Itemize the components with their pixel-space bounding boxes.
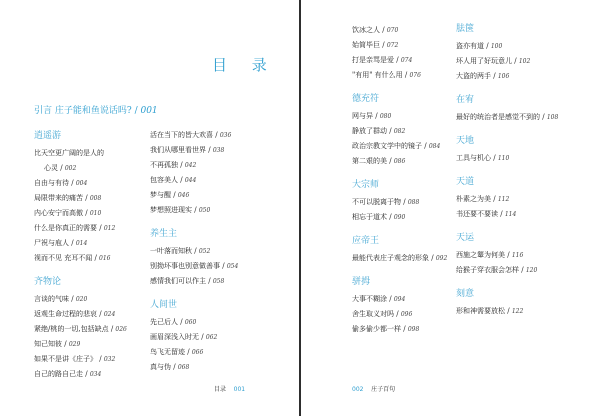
toc-separator: / xyxy=(69,295,76,303)
toc-entry-page: 044 xyxy=(184,177,197,184)
toc-separator: / xyxy=(206,277,213,285)
toc-entry[interactable] xyxy=(456,39,594,54)
section-gap xyxy=(352,169,452,179)
toc-entry[interactable] xyxy=(352,139,452,154)
toc-entry[interactable] xyxy=(456,207,594,222)
toc-entry[interactable] xyxy=(352,292,452,307)
toc-entry[interactable] xyxy=(352,210,452,225)
toc-entry[interactable] xyxy=(34,191,144,206)
toc-separator: / xyxy=(505,251,512,259)
toc-separator: / xyxy=(401,325,408,333)
toc-column-left-1 xyxy=(34,130,144,382)
toc-entry-title: 尸祝与庖人 xyxy=(34,239,69,247)
toc-separator: / xyxy=(178,176,185,184)
toc-entry-title: 比天空更广阔的是人的 xyxy=(34,149,104,157)
section-gap xyxy=(150,218,290,228)
toc-separator: / xyxy=(387,157,394,165)
toc-entry-page: 072 xyxy=(386,42,399,49)
toc-entry[interactable] xyxy=(456,192,594,207)
toc-entry-page: 052 xyxy=(198,248,211,255)
toc-entry[interactable] xyxy=(352,38,452,53)
toc-separator: / xyxy=(484,42,491,50)
toc-entry-page: 088 xyxy=(407,199,420,206)
toc-separator: / xyxy=(83,370,90,378)
toc-entry[interactable] xyxy=(352,53,452,68)
toc-separator: / xyxy=(97,310,104,318)
toc-entry[interactable] xyxy=(34,206,144,221)
toc-separator: / xyxy=(491,154,498,162)
left-footer-page: 001 xyxy=(233,386,246,393)
toc-separator: / xyxy=(429,254,436,262)
toc-entry[interactable] xyxy=(352,109,452,124)
toc-entry-page: 058 xyxy=(212,278,225,285)
toc-separator: / xyxy=(178,161,185,169)
toc-entry-title: 偷多偷少都一样 xyxy=(352,325,401,333)
toc-entry-title: 始简毕巨 xyxy=(352,41,380,49)
right-footer-page: 002 xyxy=(352,386,364,393)
chapter-heading[interactable]: 德充符 xyxy=(352,94,380,104)
toc-entry-title: 知己知彼 xyxy=(34,340,62,348)
toc-entry-page: 042 xyxy=(184,162,197,169)
intro-label: 引言 庄子能和鱼说话吗? xyxy=(34,106,132,116)
toc-separator: / xyxy=(387,295,394,303)
toc-entry-page: 108 xyxy=(546,114,559,121)
toc-entry-page: 036 xyxy=(219,132,232,139)
section-gap xyxy=(150,289,290,299)
toc-entry-page: 054 xyxy=(226,263,239,270)
toc-entry-title: 包容美人 xyxy=(150,176,178,184)
toc-entry-title: 最能代表庄子观念的形象 xyxy=(352,254,429,262)
toc-entry[interactable] xyxy=(150,143,290,158)
toc-entry[interactable] xyxy=(150,315,290,330)
toc-entry-title: 我们从哪里看世界 xyxy=(150,146,206,154)
section-gap xyxy=(352,266,452,276)
toc-entry-title: "有用" 有什么用 xyxy=(352,71,403,79)
toc-entry-page: 024 xyxy=(103,311,116,318)
toc-separator: / xyxy=(213,131,220,139)
toc-entry[interactable] xyxy=(150,158,290,173)
section-gap xyxy=(456,166,594,176)
toc-entry[interactable] xyxy=(34,221,144,236)
toc-entry-page: 082 xyxy=(393,128,406,135)
section-gap xyxy=(352,83,452,93)
toc-separator: / xyxy=(206,146,213,154)
toc-entry[interactable] xyxy=(456,248,594,263)
chapter-heading[interactable]: 胠箧 xyxy=(456,24,475,34)
toc-entry-title: 紧绝/桃的一切,包括缺点 xyxy=(34,325,109,333)
toc-entry-title: 给猴子穿衣服会怎样 xyxy=(456,266,519,274)
toc-entry[interactable] xyxy=(456,151,594,166)
toc-separator: / xyxy=(92,254,100,262)
toc-entry-page: 114 xyxy=(504,211,517,218)
toc-entry-title: 舍生取义对吗 xyxy=(352,310,394,318)
toc-entry[interactable] xyxy=(352,307,452,322)
left-footer xyxy=(214,384,245,393)
chapter-heading[interactable]: 天运 xyxy=(456,233,475,243)
toc-column-left-2 xyxy=(150,128,290,375)
toc-separator: / xyxy=(380,26,387,34)
toc-entry-title: 内心安宁而高傲 xyxy=(34,209,83,217)
toc-entry-page: 029 xyxy=(68,341,81,348)
toc-column-right-2 xyxy=(456,23,594,319)
toc-entry-page: 102 xyxy=(518,58,531,65)
toc-entry-page: 100 xyxy=(490,43,503,50)
toc-entry-page: 076 xyxy=(409,72,421,79)
toc-entry-page: 014 xyxy=(75,240,88,247)
chapter-heading[interactable]: 天道 xyxy=(456,177,475,187)
book-gutter xyxy=(299,0,301,416)
toc-separator: / xyxy=(519,266,526,274)
toc-entry-page: 094 xyxy=(393,296,406,303)
toc-separator: / xyxy=(83,209,90,217)
toc-entry-page: 034 xyxy=(89,371,102,378)
toc-entry-title: 别拗坏事也别意做善事 xyxy=(150,262,220,270)
toc-entry-page: 112 xyxy=(497,196,510,203)
chapter-heading[interactable]: 应帝王 xyxy=(352,236,380,246)
toc-entry-title: 大盗的两手 xyxy=(456,72,491,80)
toc-separator: / xyxy=(540,113,547,121)
section-gap xyxy=(456,222,594,232)
toc-entry[interactable] xyxy=(34,337,144,352)
toc-entry-title: 第二艰的美 xyxy=(352,157,387,165)
toc-separator: / xyxy=(171,191,178,199)
toc-entry[interactable] xyxy=(352,195,452,210)
toc-entry[interactable] xyxy=(34,176,144,191)
chapter-heading[interactable]: 齐物论 xyxy=(34,277,62,287)
toc-entry[interactable] xyxy=(34,352,144,367)
toc-entry-title: 不再孤独 xyxy=(150,161,178,169)
toc-entry-title: 活在当下的皆大欢喜 xyxy=(150,131,213,139)
toc-separator: / xyxy=(62,340,69,348)
toc-separator: / xyxy=(512,57,519,65)
toc-entry-title: 言谈的气味 xyxy=(34,295,69,303)
toc-separator: / xyxy=(505,307,512,315)
toc-entry[interactable] xyxy=(150,345,290,360)
toc-entry-page: 084 xyxy=(428,143,441,150)
toc-separator: / xyxy=(108,325,116,333)
toc-entry-title: 画眉深浅入时无 xyxy=(150,333,199,341)
toc-separator: / xyxy=(401,198,408,206)
toc-separator: / xyxy=(69,239,76,247)
toc-entry-page: 026 xyxy=(115,326,127,333)
toc-separator: / xyxy=(491,72,498,80)
chapter-heading[interactable]: 骈拇 xyxy=(352,277,371,287)
toc-entry-page: 068 xyxy=(177,364,190,371)
toc-entry-page: 074 xyxy=(400,57,413,64)
toc-entry-page: 012 xyxy=(103,225,116,232)
toc-entry-page: 004 xyxy=(75,180,88,187)
toc-entry[interactable] xyxy=(34,367,144,382)
toc-entry-page: 106 xyxy=(497,73,510,80)
intro-entry[interactable]: 引言 庄子能和鱼说话吗? / 001 xyxy=(34,106,158,116)
toc-separator: / xyxy=(380,41,387,49)
toc-entry[interactable] xyxy=(150,173,290,188)
section-gap xyxy=(456,278,594,288)
toc-entry-page: 046 xyxy=(177,192,190,199)
toc-entry[interactable] xyxy=(150,128,290,143)
toc-entry-page: 080 xyxy=(379,113,392,120)
toc-entry[interactable] xyxy=(352,251,452,266)
toc-entry-title: 相忘于道术 xyxy=(352,213,387,221)
chapter-heading[interactable]: 天地 xyxy=(456,136,475,146)
section-gap xyxy=(456,84,594,94)
toc-entry[interactable] xyxy=(150,274,290,289)
toc-separator: / xyxy=(185,348,192,356)
toc-entry[interactable] xyxy=(34,292,144,307)
toc-entry-page: 092 xyxy=(435,255,448,262)
toc-entry[interactable] xyxy=(150,244,290,259)
toc-entry-page: 120 xyxy=(525,267,538,274)
toc-entry-page: 116 xyxy=(511,252,524,259)
toc-entry-title: 打是亲骂是爱 xyxy=(352,56,394,64)
toc-entry[interactable] xyxy=(456,263,594,278)
toc-entry-page: 002 xyxy=(64,165,77,172)
toc-entry-title: 真与伪 xyxy=(150,363,171,371)
toc-entry-title: 什么是你真正的需要 xyxy=(34,224,97,232)
toc-separator: / xyxy=(171,363,178,371)
toc-entry-page: 020 xyxy=(75,296,88,303)
toc-entry-title: 如果不是讲《庄子》 xyxy=(34,355,97,363)
toc-entry-title: 网与异 xyxy=(352,112,373,120)
toc-entry-title: 盗亦有道 xyxy=(456,42,484,50)
toc-entry[interactable] xyxy=(34,146,144,161)
toc-entry-title: 鸟飞无留迹 xyxy=(150,348,185,356)
toc-entry-title: 政治宗教文学中的镜子 xyxy=(352,142,422,150)
toc-entry-title: 饮冰之人 xyxy=(352,26,380,34)
chapter-heading[interactable]: 人间世 xyxy=(150,300,178,310)
toc-entry[interactable] xyxy=(34,307,144,322)
toc-entry-title: 最好的统治者是感觉不到的 xyxy=(456,113,540,121)
toc-entry[interactable] xyxy=(352,68,452,83)
toc-entry-page: 010 xyxy=(89,210,102,217)
toc-entry-page: 110 xyxy=(497,155,510,162)
toc-separator: / xyxy=(58,164,65,172)
toc-entry[interactable] xyxy=(150,203,290,218)
right-footer xyxy=(352,384,395,393)
toc-entry-page: 050 xyxy=(198,207,211,214)
toc-entry[interactable] xyxy=(456,110,594,125)
toc-separator: / xyxy=(97,355,104,363)
toc-entry-title: 一叶落而知秋 xyxy=(150,247,192,255)
toc-entry-title: 返观生命过程的悲哀 xyxy=(34,310,97,318)
toc-separator: / xyxy=(402,71,410,79)
toc-separator: / xyxy=(491,195,498,203)
page-title: 目 录 xyxy=(212,56,277,74)
toc-entry-title: 工具与机心 xyxy=(456,154,491,162)
toc-separator: / xyxy=(97,224,104,232)
toc-entry[interactable] xyxy=(456,304,594,319)
toc-entry-title: 梦想照进现实 xyxy=(150,206,192,214)
toc-entry[interactable] xyxy=(34,322,144,337)
toc-entry[interactable] xyxy=(456,54,594,69)
toc-entry-title: 先己后人 xyxy=(150,318,178,326)
toc-entry-page: 008 xyxy=(89,195,102,202)
toc-entry-title: 静放了群动 xyxy=(352,127,387,135)
toc-entry-page: 098 xyxy=(407,326,420,333)
toc-separator: / xyxy=(69,179,76,187)
toc-separator: / xyxy=(394,56,401,64)
toc-entry-page: 060 xyxy=(184,319,197,326)
toc-entry[interactable] xyxy=(150,259,290,274)
toc-separator: / xyxy=(178,318,185,326)
toc-entry-title: 视而不见 充耳不闻 xyxy=(34,254,93,262)
toc-entry[interactable] xyxy=(34,251,144,266)
toc-separator: / xyxy=(192,247,199,255)
toc-column-right-1 xyxy=(352,23,452,337)
toc-entry-title: 朴素之为美 xyxy=(456,195,491,203)
toc-entry-title: 局限带来的痛苦 xyxy=(34,194,83,202)
toc-entry-title: 梦与醒 xyxy=(150,191,171,199)
toc-separator: / xyxy=(199,333,206,341)
toc-entry[interactable] xyxy=(352,124,452,139)
toc-separator: / xyxy=(387,213,394,221)
chapter-heading[interactable]: 在宥 xyxy=(456,95,475,105)
chapter-heading[interactable]: 养生主 xyxy=(150,229,178,239)
chapter-heading[interactable]: 大宗师 xyxy=(352,180,380,190)
toc-separator: / xyxy=(373,112,380,120)
toc-entry[interactable] xyxy=(150,360,290,375)
toc-separator: / xyxy=(422,142,429,150)
toc-entry-page: 096 xyxy=(400,311,413,318)
right-footer-label: 庄子百句 xyxy=(371,386,396,393)
toc-entry-page: 122 xyxy=(511,308,524,315)
toc-entry-title: 书还要不要读 xyxy=(456,210,498,218)
toc-entry-page: 016 xyxy=(99,255,111,262)
toc-entry[interactable] xyxy=(352,322,452,337)
toc-entry-page: 066 xyxy=(191,349,204,356)
toc-separator: / xyxy=(394,310,401,318)
toc-entry-title: 坏人用了好玩意儿 xyxy=(456,57,512,65)
toc-entry-page: 062 xyxy=(205,334,218,341)
toc-entry-page: 032 xyxy=(103,356,116,363)
toc-entry[interactable] xyxy=(150,188,290,203)
section-gap xyxy=(352,225,452,235)
toc-entry-title: 自由与有待 xyxy=(34,179,69,187)
toc-entry-page: 070 xyxy=(386,27,399,34)
toc-entry-title: 感情我们可以作主 xyxy=(150,277,206,285)
chapter-heading[interactable]: 刻意 xyxy=(456,289,475,299)
toc-entry[interactable] xyxy=(456,69,594,84)
toc-entry-title: 西施之颦为何美 xyxy=(456,251,505,259)
toc-entry-title: 形和神需要放松 xyxy=(456,307,505,315)
toc-entry[interactable] xyxy=(34,161,144,176)
toc-entry-page: 038 xyxy=(212,147,225,154)
left-footer-label: 目录 xyxy=(214,386,227,393)
toc-separator: / xyxy=(220,262,227,270)
toc-entry-page: 086 xyxy=(393,158,406,165)
intro-page: 001 xyxy=(140,106,158,116)
section-gap xyxy=(456,125,594,135)
chapter-heading[interactable]: 逍遥游 xyxy=(34,131,62,141)
toc-separator: / xyxy=(192,206,199,214)
toc-entry[interactable] xyxy=(34,236,144,251)
toc-entry[interactable] xyxy=(352,154,452,169)
toc-separator: / xyxy=(498,210,505,218)
toc-separator: / xyxy=(83,194,90,202)
toc-entry[interactable] xyxy=(352,23,452,38)
toc-separator: / xyxy=(387,127,394,135)
section-gap xyxy=(34,266,144,276)
toc-entry-title: 大事不糊涂 xyxy=(352,295,387,303)
toc-entry-title: 心灵 xyxy=(44,164,58,172)
toc-entry[interactable] xyxy=(150,330,290,345)
toc-entry-page: 090 xyxy=(393,214,406,221)
toc-entry-title: 不可以脱离于物 xyxy=(352,198,401,206)
toc-entry-title: 自己的路自己走 xyxy=(34,370,83,378)
